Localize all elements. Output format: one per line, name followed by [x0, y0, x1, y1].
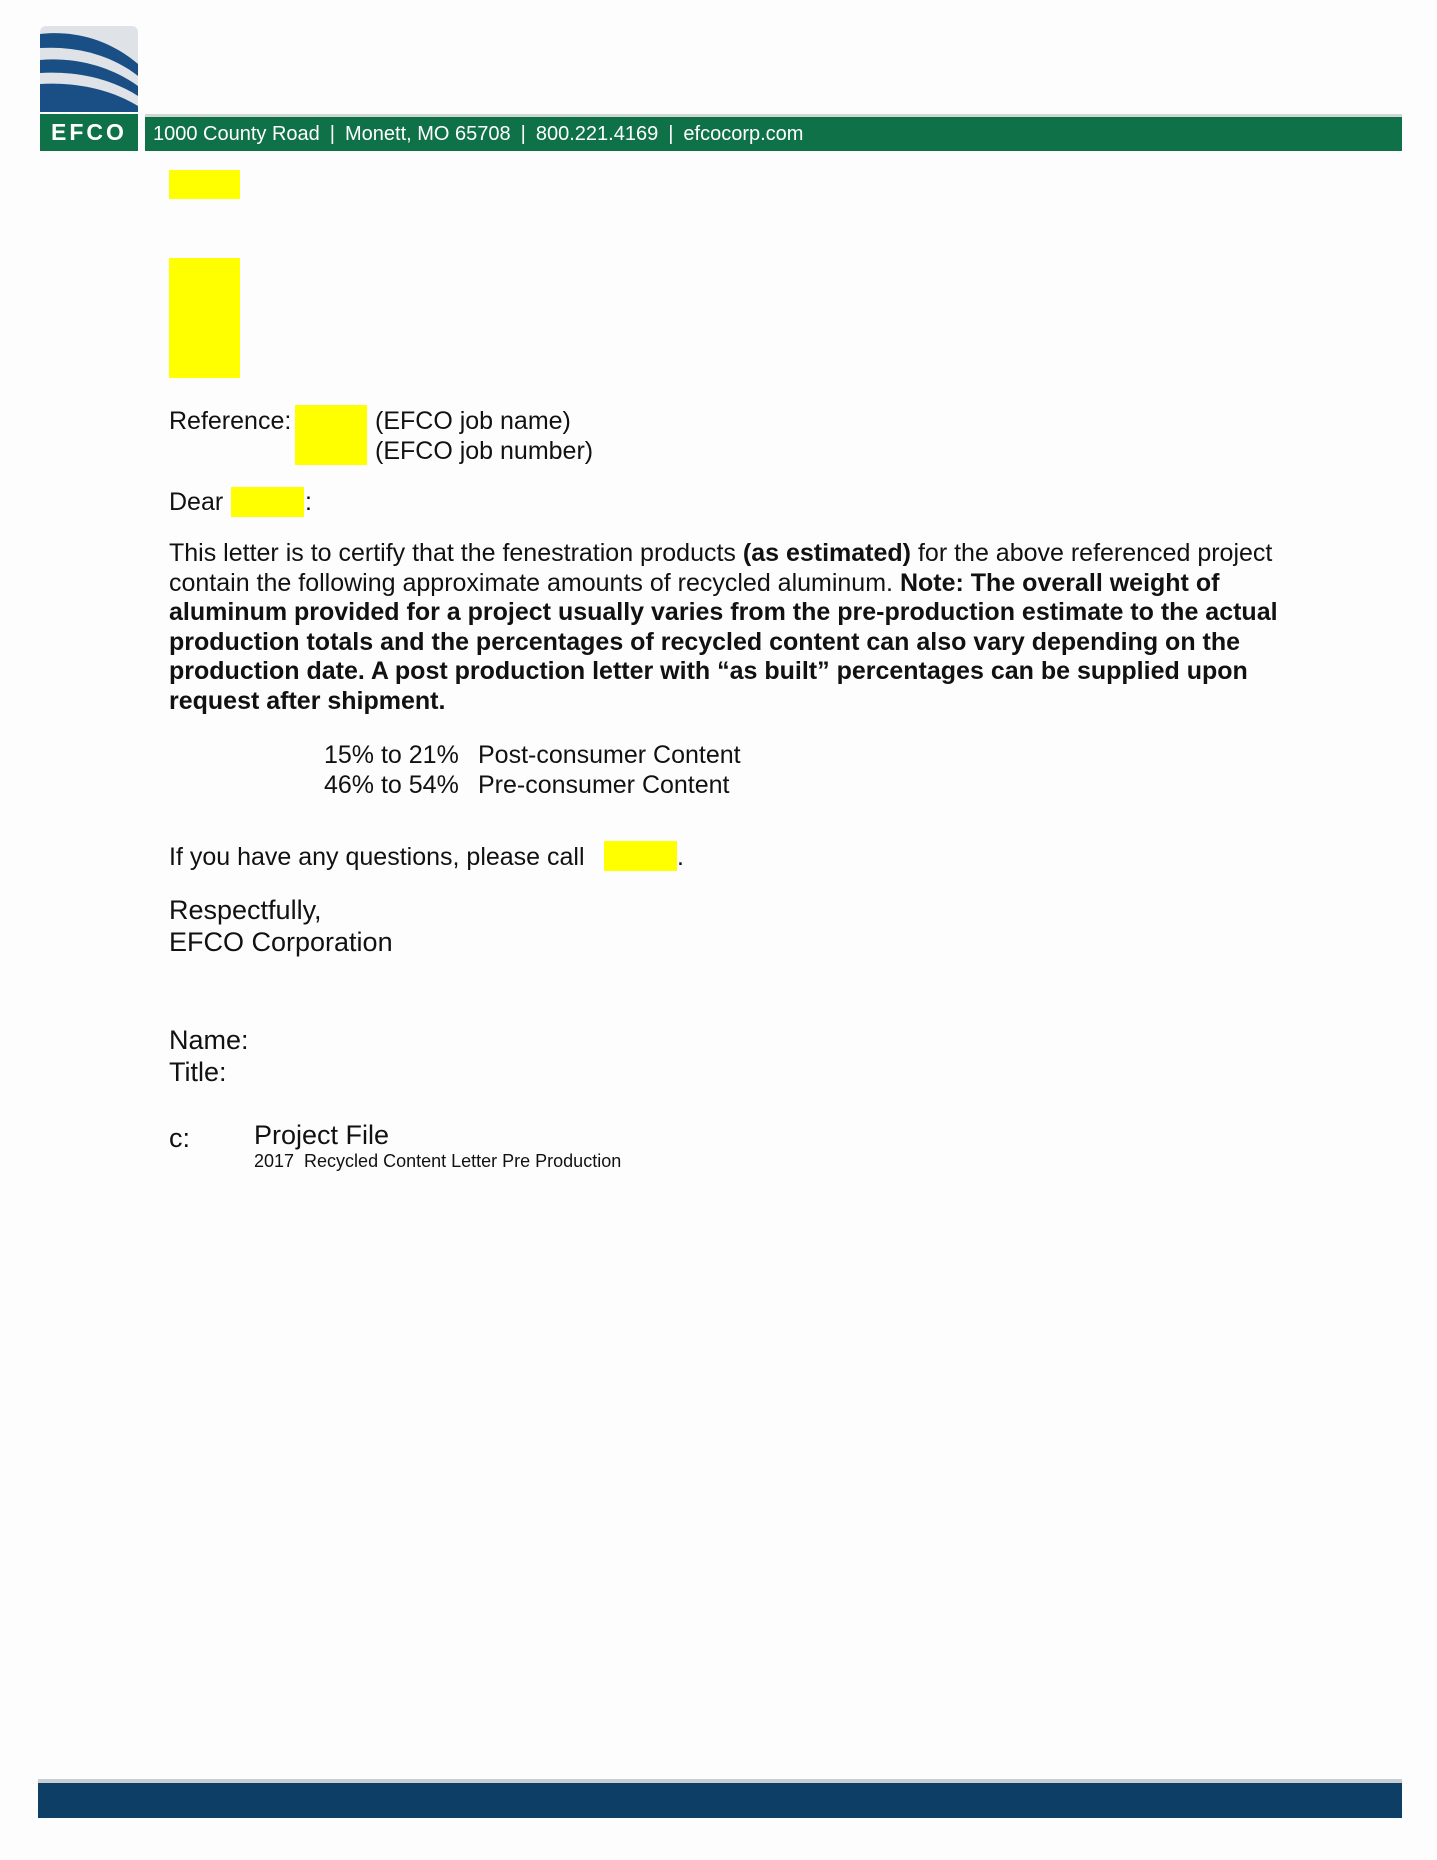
header-website: efcocorp.com — [683, 122, 804, 145]
questions-text: If you have any questions, please call — [169, 843, 585, 871]
redacted-recipient — [231, 487, 304, 517]
salutation — [169, 487, 223, 517]
signature-name-label: Name: — [169, 1025, 249, 1055]
redacted-date — [169, 170, 240, 199]
header-separator: | — [520, 122, 526, 145]
header-address: 1000 County Road — [153, 122, 320, 145]
reference-job-name: (EFCO job name) — [375, 407, 571, 435]
header-city: Monett, MO 65708 — [345, 122, 511, 145]
redacted-address-block — [169, 258, 240, 378]
header-separator: | — [668, 122, 674, 145]
closing-company: EFCO Corporation — [169, 927, 393, 957]
reference-label: Reference: — [169, 407, 292, 435]
footer-bar — [38, 1783, 1402, 1818]
header-contact-bar — [145, 114, 1402, 151]
content-label: Pre-consumer Content — [478, 771, 730, 799]
header-separator: | — [329, 122, 335, 145]
content-label: Post-consumer Content — [478, 741, 741, 769]
salutation-dear: Dear — [169, 488, 224, 516]
body-bold-note: Note: The overall weight of aluminum provided for a project usually varies from the pre-production estimate to the actual production totals and the percentages of recycled content can also vary depending on the production date. A post production letter with “as built” percentages can be supplied upon request after shipment. — [169, 568, 1278, 715]
body-paragraph — [169, 539, 1279, 717]
closing-respectfully: Respectfully, — [169, 895, 322, 925]
body-text-1: This letter is to certify that the fenestration products — [169, 539, 736, 567]
efco-logo-text: EFCO — [40, 114, 138, 151]
content-range: 15% to 21% — [324, 741, 459, 769]
document-reference: 2017 Recycled Content Letter Pre Production — [254, 1151, 622, 1171]
header-phone: 800.221.4169 — [535, 122, 659, 145]
cc-recipient: Project File — [254, 1120, 390, 1150]
redacted-job-info — [295, 405, 367, 465]
cc-label: c: — [169, 1123, 191, 1153]
content-range: 46% to 54% — [324, 771, 459, 799]
efco-logo-icon — [40, 26, 138, 112]
questions-period: . — [677, 843, 684, 871]
signature-title-label: Title: — [169, 1057, 227, 1087]
salutation-colon: : — [305, 488, 312, 516]
reference-job-number: (EFCO job number) — [375, 437, 594, 465]
redacted-phone — [604, 841, 677, 871]
body-text-2: for the above referenced project contain the following approximate amounts of recycled aluminum. — [169, 539, 1273, 597]
body-bold-estimated: (as estimated) — [742, 539, 912, 567]
